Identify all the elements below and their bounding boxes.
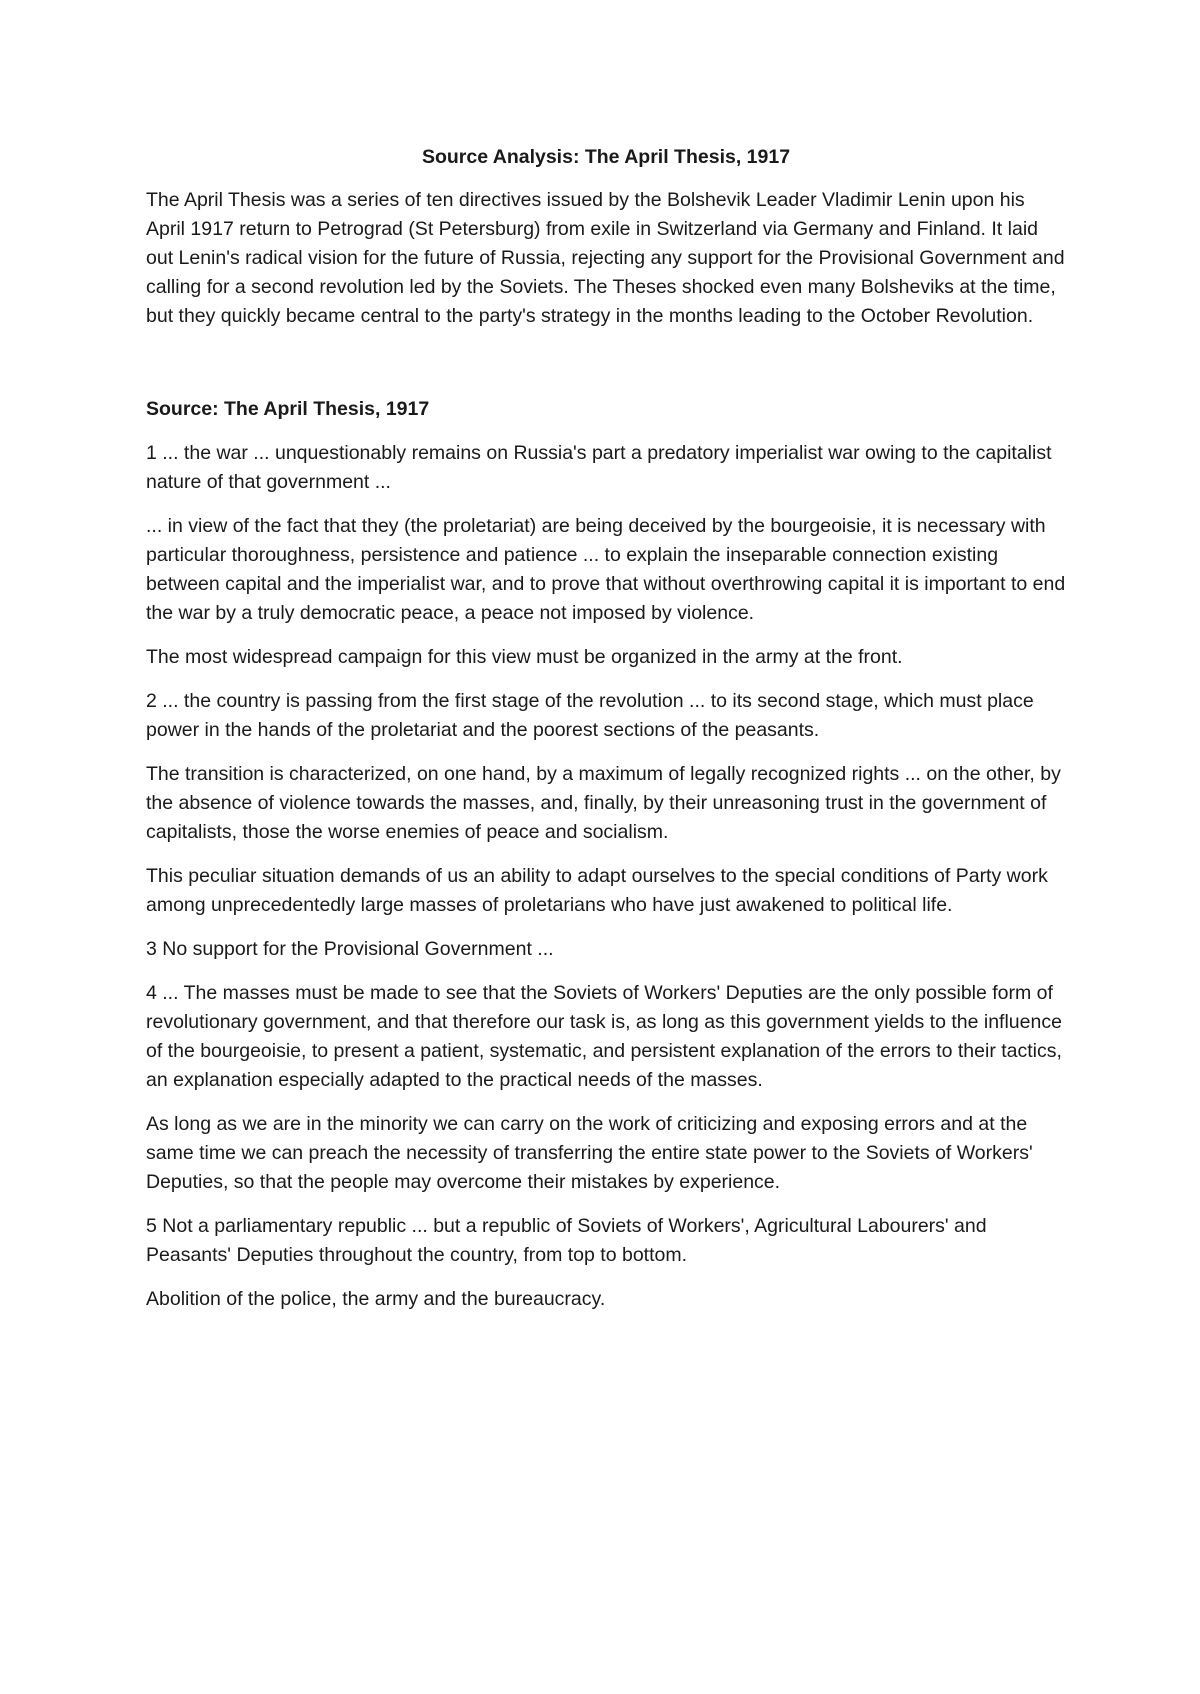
source-paragraph-3: The most widespread campaign for this view must be organized in the army at the front. <box>146 646 903 668</box>
source-paragraph-10: 5 Not a parliamentary republic ... but a republic of Soviets of Workers', Agricultural Labourers' and Peasants' Deputies throughout the country, from top to bottom. <box>146 1215 987 1266</box>
source-paragraph-7: 3 No support for the Provisional Government ... <box>146 938 554 960</box>
document-title: Source Analysis: The April Thesis, 1917 <box>421 146 791 168</box>
intro-paragraph: The April Thesis was a series of ten directives issued by the Bolshevik Leader Vladimir Lenin upon his April 1917 return to Petrograd (St Petersburg) from exile in Switzerland via Germany and Finland. It laid out Lenin's radical vision for the future of Russia, rejecting any support for the Provisional Government and calling for a second revolution led by the Soviets. The Theses shocked even many Bolsheviks at the time, but they quickly became central to the party's strategy in the months leading to the October Revolution. <box>146 189 1065 327</box>
source-heading: Source: The April Thesis, 1917 <box>146 398 430 420</box>
source-paragraph-4: 2 ... the country is passing from the first stage of the revolution ... to its second stage, which must place power in the hands of the proletariat and the poorest sections of the peasants. <box>146 690 1034 741</box>
source-paragraph-5: The transition is characterized, on one hand, by a maximum of legally recognized rights ... on the other, by the absence of violence towards the masses, and, finally, by their unreasoning trust in the government of capitalists, those the worse enemies of peace and socialism. <box>146 763 1061 843</box>
source-paragraph-1: 1 ... the war ... unquestionably remains on Russia's part a predatory imperialist war owing to the capitalist nature of that government ... <box>146 442 1052 493</box>
source-paragraph-6: This peculiar situation demands of us an ability to adapt ourselves to the special conditions of Party work among unprecedentedly large masses of proletarians who have just awakened to political life. <box>146 865 1048 916</box>
source-paragraph-11: Abolition of the police, the army and the bureaucracy. <box>146 1288 606 1310</box>
source-paragraph-9: As long as we are in the minority we can carry on the work of criticizing and exposing errors and at the same time we can preach the necessity of transferring the entire state power to the Soviets of Workers' Deputies, so that the people may overcome their mistakes by experience. <box>146 1113 1033 1193</box>
document-page <box>146 143 1066 1329</box>
source-paragraph-2: ... in view of the fact that they (the proletariat) are being deceived by the bourgeoisie, it is necessary with particular thoroughness, persistence and patience ... to explain the inseparable connection existing between capital and the imperialist war, and to prove that without overthrowing capital it is important to end the war by a truly democratic peace, a peace not imposed by violence. <box>146 515 1066 624</box>
source-paragraph-8: 4 ... The masses must be made to see that the Soviets of Workers' Deputies are the only possible form of revolutionary government, and that therefore our task is, as long as this government yields to the influence of the bourgeoisie, to present a patient, systematic, and persistent explanation of the errors to their tactics, an explanation especially adapted to the practical needs of the masses. <box>146 982 1062 1091</box>
